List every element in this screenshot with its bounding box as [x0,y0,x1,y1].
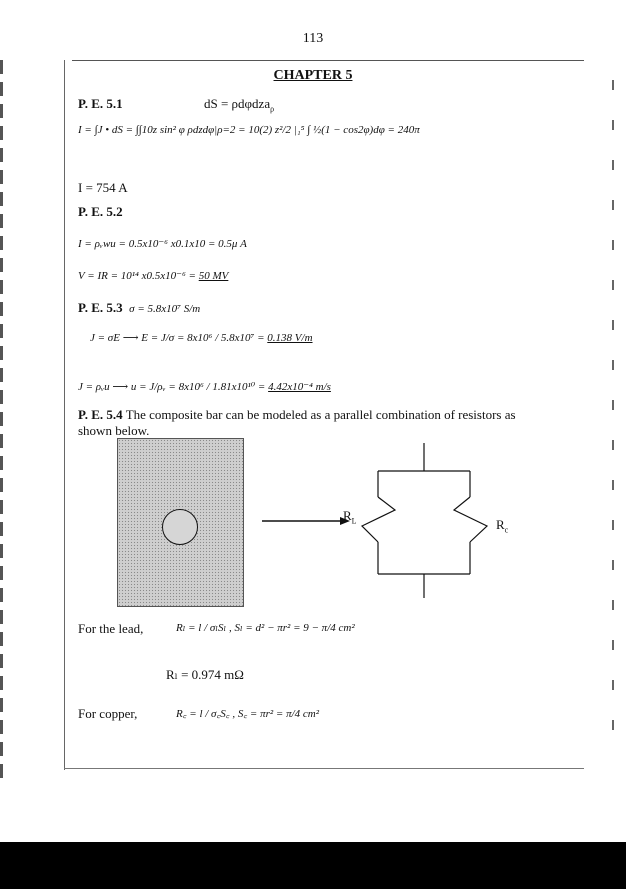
pe54-text-line2: shown below. [78,423,150,438]
scan-footer-bar [0,842,626,889]
page-number: 113 [302,31,324,46]
pe51-ds-eq: dS = ρdφdza$_\rho$ [204,96,275,114]
pe52-eq2: V = IR = 10¹⁴ x0.5x10⁻⁶ = 50 MV [78,270,229,282]
pe52-label: P. E. 5.2 [78,204,123,219]
rl-value: Rₗ = 0.974 mΩ [166,667,244,682]
rl-label: $R_L$ [343,508,357,526]
pe51-label: P. E. 5.1 [78,96,123,111]
lead-eq: Rₗ = l / σₗSₗ , Sₗ = d² − πr² = 9 − π/4 cm² [176,622,355,634]
rc-label: $R_c$ [496,517,509,535]
pe54-text-line1: P. E. 5.4 The composite bar can be modeled as a parallel combination of resistors as [78,407,516,422]
copper-label: For copper, [78,706,138,721]
pe52-eq1: I = ρᵥwu = 0.5x10⁻⁶ x0.1x10 = 0.5μ A [78,238,247,250]
pe51-integral-eq: I = ∫J • dS = ∫∫10z sin² φ ρdzdφ|ρ=2 = 10(2) z²/2 |₁⁵ ∫ ½(1 − cos2φ)dφ = 240π [78,124,420,136]
pe53-e-eq: J = σE ⟶ E = J/σ = 8x10⁶ / 5.8x10⁷ = 0.138 V/m [90,332,313,344]
copper-eq: R꜀ = l / σ꜀S꜀ , S꜀ = πr² = π/4 cm² [176,708,320,720]
pe53-u-eq: J = ρᵥu ⟶ u = J/ρᵥ = 8x10⁶ / 1.81x10¹⁰ = 4.42x10⁻⁴ m/s [78,381,331,393]
rl-resistor-zigzag [362,497,395,542]
chapter-heading: CHAPTER 5 [273,68,353,83]
pe53-header: P. E. 5.3 σ = 5.8x10⁷ S/m [78,300,201,315]
lead-label: For the lead, [78,621,144,636]
rc-resistor-zigzag [454,497,487,542]
pe51-result: I = 754 A [78,180,128,195]
